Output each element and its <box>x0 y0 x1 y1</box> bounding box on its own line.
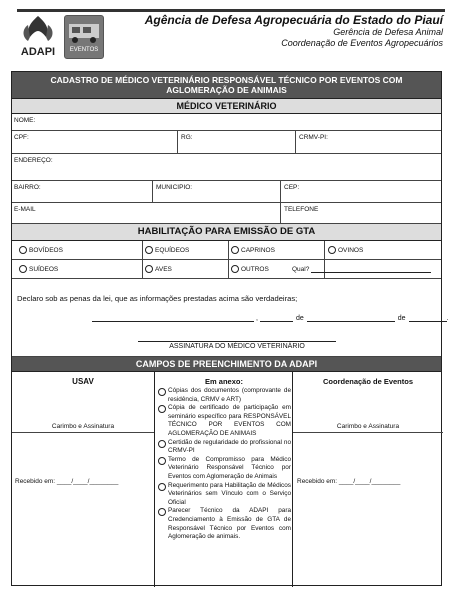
annex-item-text: Parecer Técnico da ADAPI para Credenciamento à Emissão de GTA de Responsável Técnico por Eventos com Aglomeração de animais. <box>168 507 291 541</box>
nome-row[interactable] <box>12 114 441 131</box>
adapi-section-title: CAMPOS DE PREENCHIMENTO DA ADAPI <box>12 357 441 372</box>
species-outros[interactable] <box>231 265 269 273</box>
agency-block <box>145 13 443 49</box>
usav-received[interactable]: Recebido em: ____/____/________ <box>15 478 119 485</box>
species-label: SUÍDEOS <box>29 265 59 273</box>
species-ovinos[interactable] <box>328 246 363 254</box>
email-label[interactable]: E-MAIL <box>14 206 36 213</box>
signature-line[interactable] <box>138 341 336 342</box>
bairro-row <box>12 181 441 203</box>
species-label: OUTROS <box>241 265 269 273</box>
coord-stamp: Carimbo e Assinatura <box>336 423 400 430</box>
checkbox-circle-icon[interactable] <box>158 388 166 396</box>
vet-section-title: MÉDICO VETERINÁRIO <box>12 99 441 114</box>
species-label: AVES <box>155 265 172 273</box>
logo2-text: EVENTOS <box>69 47 99 53</box>
annex-item-text: Cópia de certificado de participação em seminário específico para RESPONSÁVEL TÉCNICO POR EVENTOS COM AGLOMERAÇÃO DE ANIMAIS <box>168 404 291 437</box>
agency-line2: Gerência de Defesa Animal <box>333 27 443 37</box>
checkbox-circle-icon[interactable] <box>158 483 166 491</box>
species-label: OVINOS <box>338 246 364 254</box>
agency-title: Agência de Defesa Agropecuária do Estado do Piauí <box>144 13 443 27</box>
radio-icon[interactable] <box>19 265 27 273</box>
annex-list <box>157 377 291 542</box>
adapi-block <box>12 372 441 587</box>
checkbox-circle-icon[interactable] <box>158 440 166 448</box>
checkbox-circle-icon[interactable] <box>158 508 166 516</box>
annex-item[interactable] <box>157 439 291 456</box>
adapi-logo <box>16 13 60 59</box>
crmv-label[interactable]: CRMV-PI: <box>299 134 328 141</box>
species-label: CAPRINOS <box>241 246 275 254</box>
qual-label: Qual? <box>292 265 310 273</box>
annex-item-text: Termo de Compromisso para Médico Veterinário Responsável Técnico por Eventos com Aglomeração de Animais <box>168 455 291 480</box>
species-block <box>12 241 441 279</box>
annex-item[interactable] <box>157 387 291 404</box>
annex-heading: Em anexo: <box>205 377 243 386</box>
email-row <box>12 203 441 224</box>
eventos-logo <box>64 15 104 59</box>
annex-item-text: Certidão de regularidade do profissional no CRMV-PI <box>168 438 291 455</box>
logo-text: ADAPI <box>20 46 56 58</box>
cpf-label[interactable]: CPF: <box>14 134 29 141</box>
annex-item[interactable] <box>157 482 291 508</box>
species-aves[interactable] <box>145 265 172 273</box>
signature-label: ASSINATURA DO MÉDICO VETERINÁRIO <box>169 343 305 350</box>
endereco-row[interactable] <box>12 154 441 181</box>
species-equideos[interactable] <box>145 246 189 254</box>
declaration-block <box>12 279 449 357</box>
radio-icon[interactable] <box>19 246 27 254</box>
checkbox-circle-icon[interactable] <box>158 405 166 413</box>
radio-icon[interactable] <box>145 246 153 254</box>
species-label: EQUÍDEOS <box>155 246 190 254</box>
endereco-label: ENDEREÇO: <box>14 157 53 164</box>
bairro-label[interactable]: BAIRRO: <box>14 184 41 191</box>
qual-field[interactable] <box>292 265 431 273</box>
telefone-label[interactable]: TELEFONE <box>284 206 319 213</box>
qual-line[interactable] <box>311 265 431 273</box>
radio-icon[interactable] <box>328 246 336 254</box>
species-suideos[interactable] <box>19 265 58 273</box>
usav-stamp: Carimbo e Assinatura <box>51 423 115 430</box>
radio-icon[interactable] <box>231 246 239 254</box>
de-label-2: de <box>397 315 406 322</box>
de-label-1: de <box>295 315 304 322</box>
radio-icon[interactable] <box>231 265 239 273</box>
header-rule <box>17 9 445 12</box>
radio-icon[interactable] <box>145 265 153 273</box>
annex-item-text: Cópias dos documentos (comprovante de residência, CRMV e ART) <box>168 387 291 403</box>
coord-received[interactable]: Recebido em: ____/____/________ <box>297 478 401 485</box>
species-bovideos[interactable] <box>19 246 63 254</box>
usav-heading: USAV <box>72 377 94 386</box>
species-label: BOVÍDEOS <box>29 246 63 254</box>
annex-item[interactable] <box>157 456 291 482</box>
gta-section-title: HABILITAÇÃO PARA EMISSÃO DE GTA <box>12 224 441 241</box>
cep-label[interactable]: CEP: <box>284 184 300 191</box>
rg-label[interactable]: RG: <box>181 134 193 141</box>
coord-heading: Coordenação de Eventos <box>322 377 414 386</box>
species-caprinos[interactable] <box>231 246 275 254</box>
annex-item[interactable] <box>157 404 291 438</box>
municipio-label[interactable]: MUNICIPIO: <box>156 184 193 191</box>
annex-item[interactable] <box>157 507 291 541</box>
form-title: CADASTRO DE MÉDICO VETERINÁRIO RESPONSÁVEL TÉCNICO POR EVENTOS COM AGLOMERAÇÃO DE ANIMAIS <box>12 72 441 99</box>
declaration-text: Declaro sob as penas da lei, que as informações prestadas acima são verdadeiras; <box>17 294 298 303</box>
date-line[interactable]: , de de . <box>92 314 449 322</box>
registration-form <box>11 71 449 586</box>
nome-label: NOME: <box>14 117 36 124</box>
agency-line3: Coordenação de Eventos Agropecuários <box>281 38 443 48</box>
checkbox-circle-icon[interactable] <box>158 457 166 465</box>
annex-item-text: Requerimento para Habilitação de Médicos Veterinários sem Vínculo com o Serviço Oficial <box>168 481 291 506</box>
cpf-row <box>12 131 441 154</box>
